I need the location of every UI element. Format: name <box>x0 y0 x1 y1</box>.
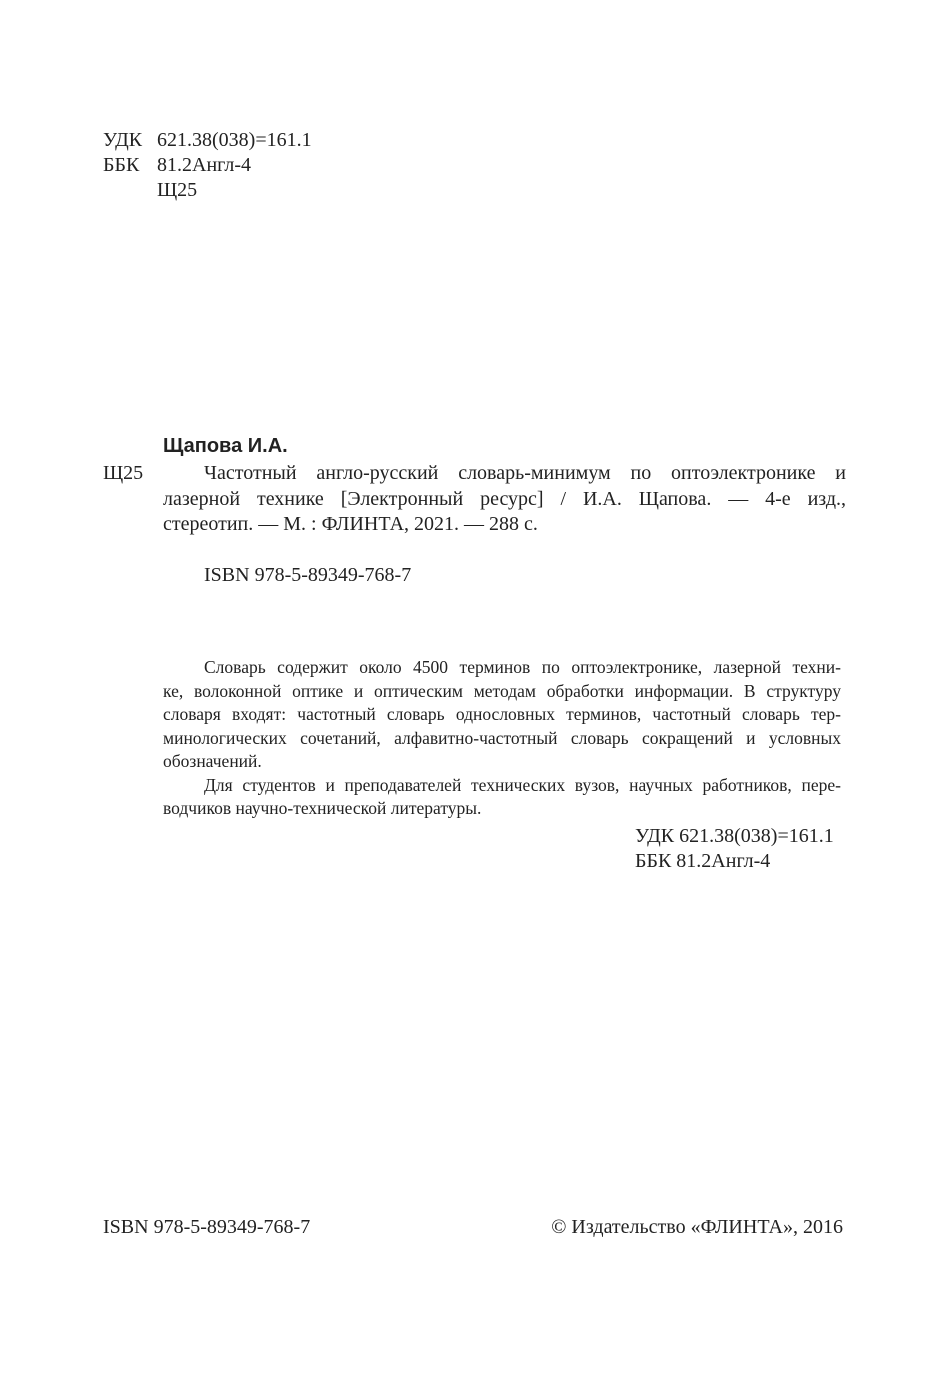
annotation-line: словаря входят: частотный словарь однословных терминов, частотный словарь тер- <box>163 704 841 724</box>
bib-author <box>163 434 288 459</box>
footer-copyright: © Издательство «ФЛИНТА», 2016 <box>551 1216 843 1238</box>
annotation-line: ке, волоконной оптике и оптическим методам обработки информации. В структуру <box>163 680 841 701</box>
footer-isbn: ISBN 978-5-89349-768-7 <box>103 1216 311 1238</box>
bbk-value: 81.2Англ-4 <box>157 154 251 176</box>
bib-description <box>163 461 846 538</box>
classification-block <box>103 128 312 203</box>
bib-author-name: Щапова И.А. <box>163 435 288 457</box>
bib-author-mark: Щ25 <box>103 462 144 484</box>
annotation <box>163 656 841 821</box>
bbk-label: ББК <box>103 154 140 176</box>
author-mark-line <box>103 178 312 203</box>
author-mark: Щ25 <box>157 179 198 201</box>
bib-isbn: ISBN 978-5-89349-768-7 <box>204 564 412 586</box>
annotation-line: Словарь содержит около 4500 терминов по оптоэлектронике, лазерной техни- <box>204 657 841 677</box>
annotation-line: обозначений. <box>163 751 262 771</box>
udk-line <box>103 128 312 153</box>
udk-label: УДК <box>103 129 143 151</box>
annotation-line: водчиков научно-технической литературы. <box>163 798 482 818</box>
bib-description-line: Частотный англо-русский словарь-минимум по оптоэлектронике и <box>204 462 846 484</box>
bib-description-line: стереотип. — М. : ФЛИНТА, 2021. — 288 с. <box>163 513 538 535</box>
annotation-bbk: ББК 81.2Англ-4 <box>635 850 771 872</box>
annotation-udk: УДК 621.38(038)=161.1 <box>635 825 834 847</box>
annotation-line: Для студентов и преподавателей технических вузов, научных работников, пере- <box>204 774 841 795</box>
bib-description-line: лазерной технике [Электронный ресурс] / И.А. Щапова. — 4-е изд., <box>163 487 846 510</box>
bbk-line <box>103 153 312 178</box>
annotation-line: минологических сочетаний, алфавитно-частотный словарь сокращений и условных <box>163 727 841 748</box>
udk-value: 621.38(038)=161.1 <box>157 129 312 151</box>
